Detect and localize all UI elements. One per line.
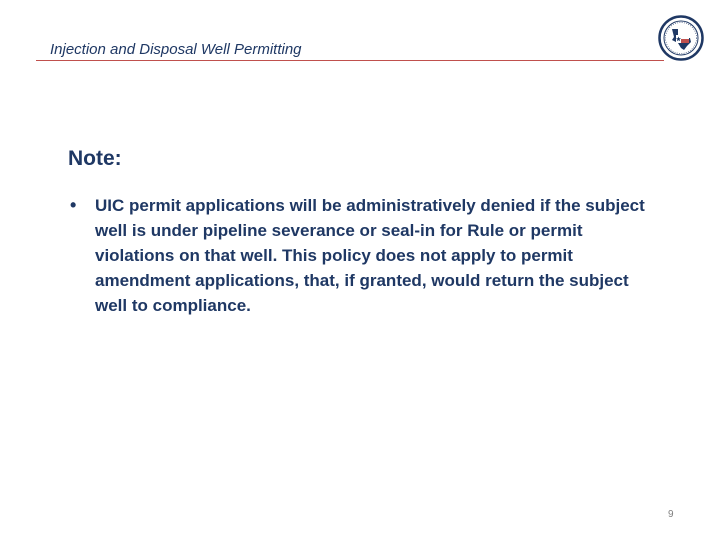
- page-number: 9: [668, 509, 674, 520]
- bullet-marker: •: [70, 195, 77, 215]
- bullet-text: UIC permit applications will be administratively denied if the subject well is under pipeline severance or seal-in for Rule or permit violations on that well. This policy does not apply to permit amendment applications, that, if granted, would return the subject well to compliance.: [95, 196, 645, 315]
- slide-header-title: Injection and Disposal Well Permitting: [50, 41, 302, 58]
- header-divider: [36, 60, 664, 61]
- note-heading: Note:: [68, 147, 122, 170]
- texas-seal-icon: [658, 15, 704, 61]
